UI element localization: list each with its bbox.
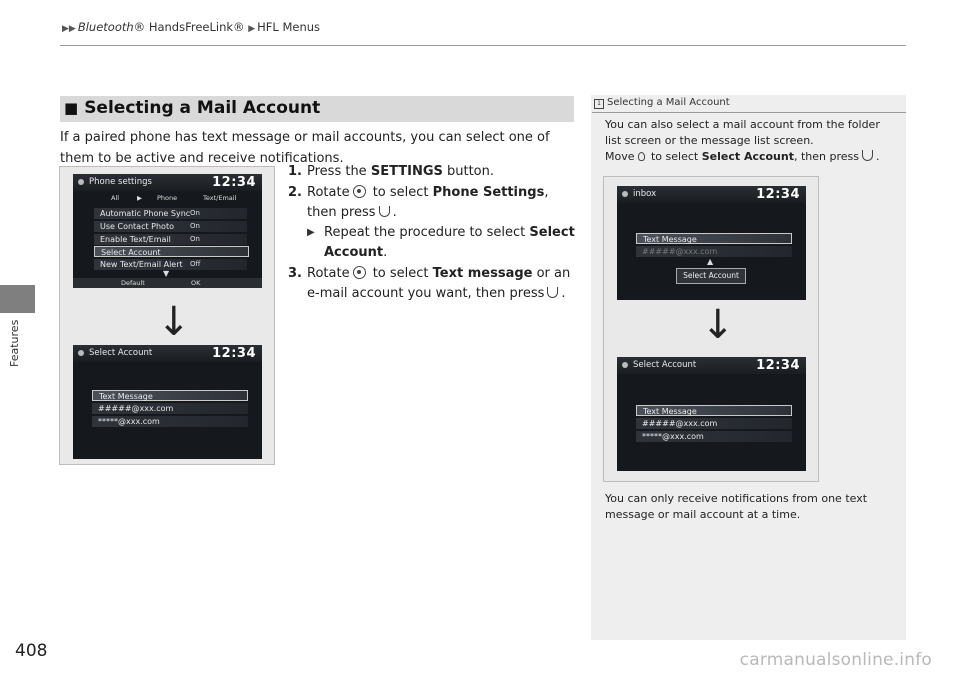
setting-row: Use Contact Photo On: [94, 221, 247, 232]
screen-tab-phone: Phone: [157, 194, 178, 202]
breadcrumb: [62, 20, 320, 34]
breadcrumb-hfl-menus: HFL Menus: [257, 20, 321, 34]
phone-icon: [78, 350, 84, 356]
account-row-selected: Text Message: [636, 405, 792, 416]
scroll-down-icon: ▼: [163, 269, 170, 278]
step-1: 1. Press the SETTINGS button.: [288, 164, 495, 179]
press-dial-icon: [547, 287, 558, 298]
sidebar-text: You can also select a mail account from the folder list screen or the message list screen. Move to select Select Account, then press .: [605, 118, 880, 163]
account-row: *****@xxx.com: [636, 431, 792, 442]
phone-icon: [622, 191, 628, 197]
setting-row: New Text/Email Alert Off: [94, 259, 247, 270]
inbox-row-selected: Text Message: [636, 233, 792, 244]
step-2-substep: ▶ Repeat the procedure to select Select Account.: [307, 225, 575, 260]
chapter-tab: [0, 285, 35, 313]
sidebar-title-text: Selecting a Mail Account: [607, 97, 730, 108]
interface-dial-icon: [353, 266, 366, 279]
phone-icon: [622, 362, 628, 368]
inbox-row: #####@xxx.com: [636, 246, 792, 257]
press-dial-icon: [862, 150, 873, 161]
intro-paragraph: If a paired phone has text message or mail accounts, you can select one of them to be active and receive notifications.: [60, 130, 550, 166]
screen-clock: 12:34: [212, 346, 256, 361]
default-button: Default: [121, 279, 145, 287]
screen-clock: 12:34: [756, 187, 800, 202]
screen-tab-all: All: [111, 194, 120, 202]
select-account-screen: [617, 357, 806, 471]
step-3: 3. Rotate to select Text message or an e-mail account you want, then press .: [288, 266, 571, 301]
screen-title: Select Account: [633, 360, 697, 370]
page-number: 408: [15, 641, 48, 661]
step-list: [288, 162, 578, 305]
sidebar-rule: [592, 112, 906, 113]
breadcrumb-arrow-icon: ▶▶: [62, 24, 76, 34]
account-row: *****@xxx.com: [92, 416, 248, 427]
account-row: #####@xxx.com: [636, 418, 792, 429]
phone-icon: [78, 179, 84, 185]
move-dial-icon: [638, 152, 645, 161]
screen-title: inbox: [633, 189, 657, 199]
tab-arrow-icon: ▶: [137, 194, 142, 202]
watermark: carmanualsonline.info: [739, 650, 932, 670]
down-arrow-icon: ↓: [157, 299, 191, 345]
press-dial-icon: [379, 206, 390, 217]
account-row-selected: Text Message: [92, 390, 248, 401]
section-title-text: Selecting a Mail Account: [84, 98, 321, 118]
screen-clock: 12:34: [212, 175, 256, 190]
chapter-label: Features: [8, 319, 21, 367]
screen-clock: 12:34: [756, 358, 800, 373]
setting-row: Automatic Phone Sync On: [94, 208, 247, 219]
section-title: [64, 98, 320, 118]
step-2: 2. Rotate to select Phone Settings, then press . ▶ Repeat the procedure to select Select Account.: [288, 183, 578, 263]
interface-dial-icon: [353, 185, 366, 198]
sidebar-title: [594, 97, 730, 109]
breadcrumb-arrow-icon: ▶: [248, 24, 256, 34]
phone-settings-screen: [73, 174, 262, 288]
breadcrumb-bluetooth: Bluetooth: [77, 20, 134, 34]
down-arrow-icon: ↓: [701, 302, 735, 348]
screen-button-bar: [73, 278, 262, 288]
account-row: #####@xxx.com: [92, 403, 248, 414]
select-account-screen: [73, 345, 262, 459]
sidebar-note-text: You can only receive notifications from one text message or mail account at a time.: [605, 492, 868, 521]
select-account-popup: Select Account: [676, 268, 746, 284]
note-icon: 1: [594, 99, 604, 109]
arrow-icon: ▶: [307, 227, 315, 238]
setting-row: Enable Text/Email On: [94, 234, 247, 245]
square-bullet-icon: ■: [64, 99, 79, 117]
inbox-screen: [617, 186, 806, 300]
screen-title: Phone settings: [89, 177, 152, 187]
screen-title: Select Account: [89, 348, 153, 358]
screenshot-panel: [59, 166, 275, 465]
setting-row-selected: Select Account: [94, 246, 249, 257]
breadcrumb-hfl: ® HandsFreeLink®: [133, 20, 245, 34]
header-rule: [60, 45, 906, 46]
sidebar-screenshot-panel: [603, 176, 819, 482]
screen-tab-text-email: Text/Email: [203, 194, 237, 202]
popup-arrow-icon: ▲: [707, 257, 714, 266]
ok-button: OK: [191, 279, 201, 287]
